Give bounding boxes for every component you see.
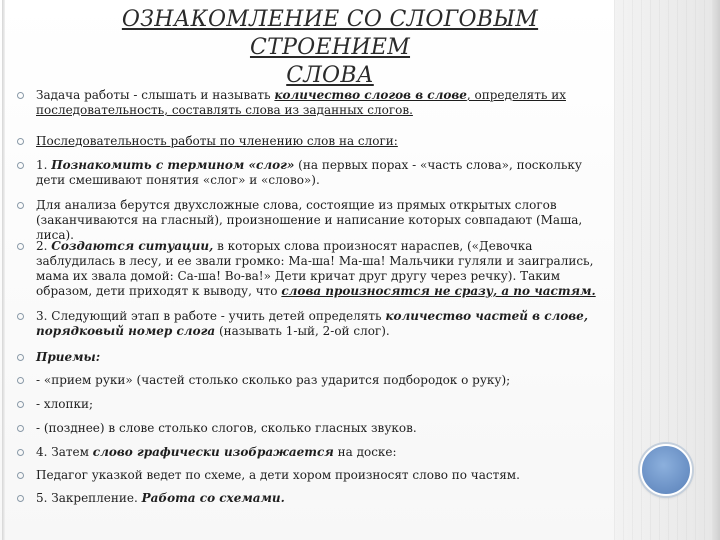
bullet-item-step-5 <box>14 491 612 511</box>
bullet-item-hand-method <box>14 373 612 397</box>
bullet-circle-icon <box>17 243 24 250</box>
bullet-circle-icon <box>17 92 24 99</box>
item-emphasis: слово графически изображается <box>92 445 334 459</box>
item-text: Для анализа берутся двухсложные слова, состоящие из прямых открытых слогов (заканчиваются на гласный), произношение и написание которых совпадают (Маша, лиса). <box>36 198 583 242</box>
item-text-underlined: , определять их последовательность, составлять слова из заданных слогов. <box>36 88 566 117</box>
item-text: 2. <box>36 239 52 253</box>
bullet-circle-icon <box>17 313 24 320</box>
bullet-list <box>14 88 612 511</box>
bullet-item-claps <box>14 397 612 421</box>
bullet-item-task <box>14 88 612 134</box>
slide-title <box>40 6 620 90</box>
item-text-underlined: Последовательность работы по членению слов на слоги: <box>36 134 398 148</box>
bullet-circle-icon <box>17 495 24 502</box>
item-text: в которых слова произносят нараспев, («Девочка заблудилась в лесу, и ее звали громко: Ма-ша! Ма-ша! Мальчики гуляли и заигрались, мама их звала домой: Са-ша! Во-ва!» Дети кричат друг другу через речку). Таким образом, дети приходят к выводу, что <box>36 239 594 298</box>
item-emphasis: Создаются ситуации, <box>51 239 214 253</box>
bullet-circle-icon <box>17 202 24 209</box>
bullet-circle-icon <box>17 138 24 145</box>
bullet-item-step-4 <box>14 445 612 468</box>
left-border-decoration <box>2 0 5 540</box>
item-emphasis: Работа со схемами. <box>141 491 285 505</box>
right-edge-decoration <box>712 0 720 540</box>
bullet-circle-icon <box>17 162 24 169</box>
bullet-circle-icon <box>17 401 24 408</box>
bullet-item-step-2 <box>14 239 612 309</box>
bullet-circle-icon <box>17 425 24 432</box>
item-text: на доске: <box>333 445 397 459</box>
bullet-circle-icon <box>17 472 24 479</box>
bullet-item-teacher <box>14 468 612 491</box>
item-text: 1. <box>36 158 52 172</box>
slide-title-line-2: СЛОВА <box>286 63 374 88</box>
item-text: Педагог указкой ведет по схеме, а дети хором произносят слово по частям. <box>36 468 520 482</box>
item-text: 3. Следующий этап в работе - учить детей определять <box>36 309 386 323</box>
item-text: 5. Закрепление. <box>36 491 142 505</box>
bullet-item-step-3 <box>14 309 612 350</box>
item-emphasis: количество слогов в слове <box>274 88 467 102</box>
item-emphasis-underlined: слова произносятся не сразу, а по частям. <box>281 284 596 298</box>
bullet-item-sequence <box>14 134 612 158</box>
item-text: - «прием руки» (частей столько сколько раз ударится подбородок о руку); <box>36 373 511 387</box>
item-text: Задача работы - слышать и называть <box>36 88 275 102</box>
item-text: (на первых порах - «часть слова», поскольку дети смешивают понятия «слог» и «слово»). <box>36 158 582 187</box>
bullet-item-methods <box>14 350 612 373</box>
item-text: 4. Затем <box>36 445 93 459</box>
bullet-circle-icon <box>17 377 24 384</box>
item-text: (называть 1-ый, 2-ой слог). <box>215 324 390 338</box>
bullet-item-step-1 <box>14 158 612 198</box>
bullet-item-analysis <box>14 198 612 242</box>
circle-decoration-icon <box>640 444 692 496</box>
item-text: - (позднее) в слове столько слогов, сколько гласных звуков. <box>36 421 417 435</box>
slide-title-line-1: ОЗНАКОМЛЕНИЕ СО СЛОГОВЫМ СТРОЕНИЕМ <box>121 7 539 60</box>
bullet-circle-icon <box>17 354 24 361</box>
item-text: - хлопки; <box>36 397 94 411</box>
item-emphasis: Познакомить с термином «слог» <box>51 158 295 172</box>
item-emphasis: Приемы: <box>36 350 101 364</box>
bullet-circle-icon <box>17 449 24 456</box>
item-emphasis: количество частей в слове, порядковый номер слога <box>36 309 588 338</box>
bullet-item-vowels <box>14 421 612 445</box>
